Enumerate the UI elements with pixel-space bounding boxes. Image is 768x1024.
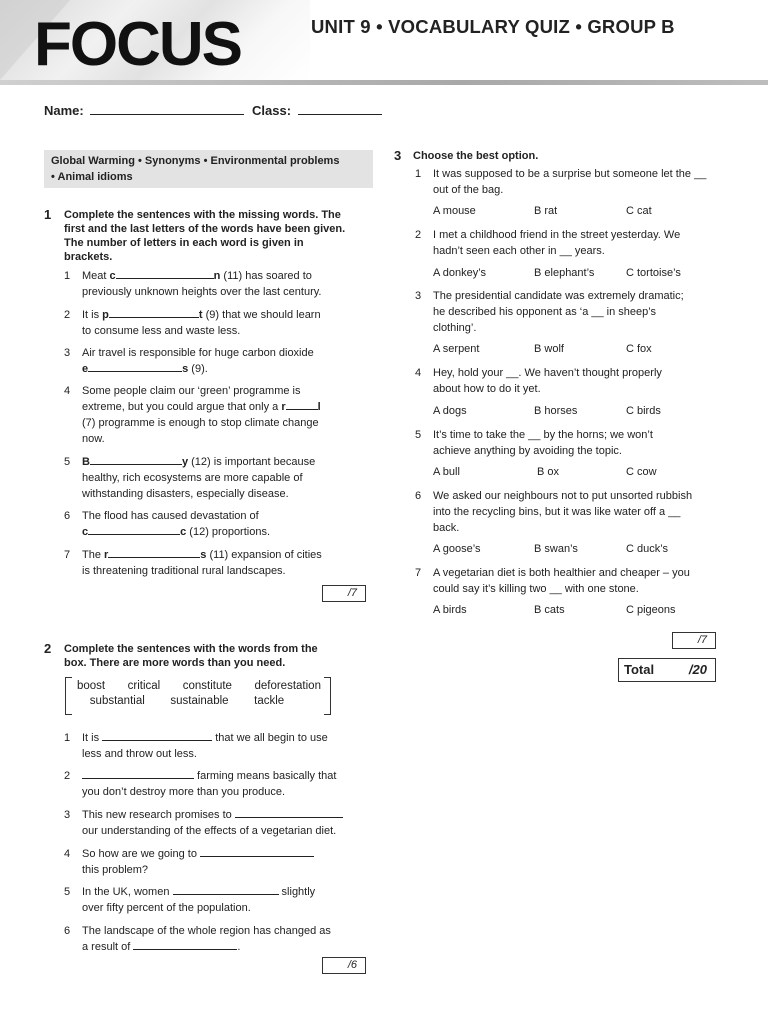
- word-box-row-2: [77, 695, 297, 707]
- answer-gap[interactable]: [133, 939, 237, 950]
- option-a[interactable]: A serpent: [433, 343, 480, 355]
- option-b[interactable]: B rat: [534, 205, 558, 217]
- answer-gap[interactable]: [235, 807, 343, 818]
- ex3-question-2: 2 I met a childhood friend in the street yesterday. We hadn’t seen each other in __ years.: [415, 229, 681, 257]
- class-field[interactable]: [298, 103, 382, 115]
- answer-gap[interactable]: [116, 268, 214, 279]
- student-info-row: [44, 103, 382, 118]
- option-b[interactable]: B horses: [534, 405, 578, 417]
- exercise-2-score: /6: [322, 957, 366, 974]
- ex2-question-5: 5 In the UK, women slightly over fifty percent of the population.: [64, 886, 316, 914]
- ex3-q4-options: [433, 405, 693, 419]
- exercise-1-instructions: Complete the sentences with the missing words. The first and the last letters of the words have been given. The number of letters in each word is given in brackets.: [64, 209, 346, 263]
- option-c[interactable]: C duck’s: [626, 543, 668, 555]
- ex3-question-4: 4 Hey, hold your __. We haven’t thought properly about how to do it yet.: [415, 367, 662, 395]
- option-c[interactable]: C cow: [626, 466, 657, 478]
- header-divider: [0, 80, 768, 85]
- option-a[interactable]: A donkey’s: [433, 267, 487, 279]
- answer-gap[interactable]: [88, 361, 182, 372]
- ex1-question-2: 2 It is p t (9) that we should learn to consume less and waste less.: [64, 309, 321, 337]
- answer-gap[interactable]: [102, 730, 212, 741]
- ex1-question-5: 5 B y (12) is important because healthy, rich ecosystems are more capable of withstanding disasters, especially disease.: [64, 456, 316, 500]
- ex3-q7-options: [433, 604, 693, 618]
- option-a[interactable]: A mouse: [433, 205, 476, 217]
- ex3-q2-options: [433, 267, 713, 281]
- ex2-question-1: 1 It is that we all begin to use less and throw out less.: [64, 732, 328, 760]
- ex1-question-3: 3 Air travel is responsible for huge carbon dioxide e s (9).: [64, 347, 314, 375]
- ex3-question-7: 7 A vegetarian diet is both healthier and cheaper – you could say it’s killing two __ with one stone.: [415, 567, 690, 595]
- total-score-box: [618, 658, 716, 682]
- answer-gap[interactable]: [200, 846, 314, 857]
- option-c[interactable]: C birds: [626, 405, 661, 417]
- page-header: [0, 0, 768, 86]
- option-a[interactable]: A birds: [433, 604, 467, 616]
- ex3-q1-options: [433, 205, 693, 219]
- word-chip: constitute: [182, 680, 232, 692]
- ex3-q5-options: [433, 466, 693, 480]
- topics-box: [44, 150, 373, 188]
- exercise-1-number: 1: [44, 207, 52, 222]
- page-title: UNIT 9 • VOCABULARY QUIZ • GROUP B: [311, 16, 675, 37]
- total-score: /20: [688, 662, 707, 677]
- answer-gap[interactable]: [90, 454, 182, 465]
- option-c[interactable]: C tortoise’s: [626, 267, 681, 279]
- word-chip: sustainable: [170, 695, 229, 707]
- ex2-question-6: 6 The landscape of the whole region has changed as a result of .: [64, 925, 331, 953]
- exercise-1-score: /7: [322, 585, 366, 602]
- ex1-question-7: 7 The r s (11) expansion of cities is threatening traditional rural landscapes.: [64, 549, 322, 577]
- ex3-question-1: 1 It was supposed to be a surprise but someone let the __ out of the bag.: [415, 168, 707, 196]
- exercise-3-number: 3: [394, 148, 402, 163]
- answer-gap[interactable]: [88, 524, 180, 535]
- option-c[interactable]: C cat: [626, 205, 652, 217]
- ex2-question-3: 3 This new research promises to our understanding of the effects of a vegetarian diet.: [64, 807, 364, 841]
- total-label: Total: [624, 662, 655, 677]
- answer-gap[interactable]: [108, 547, 200, 558]
- word-box: [65, 677, 331, 713]
- option-c[interactable]: C fox: [626, 343, 652, 355]
- ex3-question-6: 6 We asked our neighbours not to put unsorted rubbish into the recycling bins, but it was like water off a __ back.: [415, 490, 693, 534]
- option-a[interactable]: A bull: [433, 466, 460, 478]
- option-b[interactable]: B ox: [537, 466, 560, 478]
- topics-line-2: • Animal idioms: [51, 171, 133, 183]
- ex2-question-2: 2 farming means basically that you don’t destroy more than you produce.: [64, 770, 337, 798]
- word-box-row-1: [77, 680, 321, 692]
- option-b[interactable]: B cats: [534, 604, 565, 616]
- answer-gap[interactable]: [82, 768, 194, 779]
- topics-line-1: Global Warming • Synonyms • Environmental problems: [51, 155, 340, 167]
- word-chip: substantial: [89, 695, 145, 707]
- ex3-question-3: 3 The presidential candidate was extremely dramatic; he described his opponent as ‘a __ in sheep’s clothing’.: [415, 290, 684, 334]
- option-b[interactable]: B wolf: [534, 343, 564, 355]
- answer-gap[interactable]: [173, 884, 279, 895]
- option-a[interactable]: A dogs: [433, 405, 467, 417]
- exercise-3-score: /7: [672, 632, 716, 649]
- ex1-question-6: 6 The flood has caused devastation of c c (12) proportions.: [64, 510, 271, 538]
- option-b[interactable]: B swan’s: [534, 543, 578, 555]
- word-chip: tackle: [254, 695, 285, 707]
- exercise-3-instructions: Choose the best option.: [413, 150, 539, 162]
- option-b[interactable]: B elephant’s: [534, 267, 595, 279]
- name-label: Name:: [44, 103, 84, 118]
- option-a[interactable]: A goose’s: [433, 543, 481, 555]
- ex3-q6-options: [433, 543, 693, 557]
- focus-logo: FOCUS: [34, 10, 241, 79]
- ex3-q3-options: [433, 343, 693, 357]
- ex2-question-4: 4 So how are we going to this problem?: [64, 846, 364, 880]
- option-c[interactable]: C pigeons: [626, 604, 676, 616]
- exercise-2-instructions: Complete the sentences with the words from the box. There are more words than you need.: [64, 643, 318, 669]
- ex3-question-5: 5 It’s time to take the __ by the horns; we won’t achieve anything by avoiding the topic.: [415, 429, 653, 457]
- name-field[interactable]: [90, 103, 244, 115]
- ex1-question-1: 1 Meat c n (11) has soared to previously unknown heights over the last century.: [64, 270, 322, 298]
- word-chip: deforestation: [254, 680, 321, 692]
- ex1-question-4: 4 Some people claim our ‘green’ programme is extreme, but you could argue that only a r l (7) programme is enough to stop climate change now.: [64, 385, 321, 445]
- class-label: Class:: [252, 103, 292, 118]
- answer-gap[interactable]: [109, 307, 199, 318]
- exercise-2-number: 2: [44, 641, 52, 656]
- answer-gap[interactable]: [286, 399, 318, 410]
- word-chip: critical: [127, 680, 161, 692]
- word-chip: boost: [77, 680, 106, 692]
